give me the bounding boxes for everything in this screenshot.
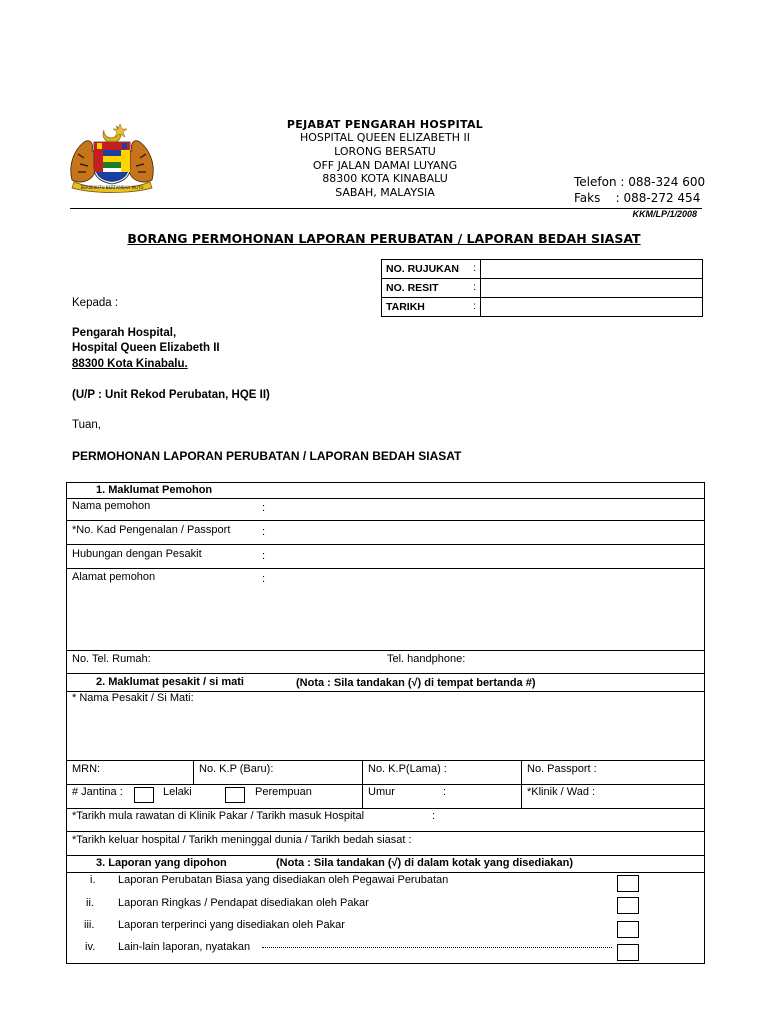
ic-new-label: No. K.P (Baru): <box>199 763 274 775</box>
male-label: Lelaki <box>163 786 192 798</box>
male-checkbox[interactable] <box>134 787 154 803</box>
ref-label: TARIKH <box>386 301 425 313</box>
report-option-checkbox[interactable] <box>617 875 639 892</box>
colon: : <box>262 502 266 514</box>
ic-old-label: No. K.P(Lama) : <box>368 763 447 775</box>
applicant-name-field[interactable] <box>270 499 700 519</box>
ic-passport-field[interactable] <box>270 521 700 541</box>
address-line-2: OFF JALAN DAMAI LUYANG <box>312 159 458 172</box>
letter-subject: PERMOHONAN LAPORAN PERUBATAN / LAPORAN BEDAH SIASAT <box>72 449 462 463</box>
address-label: Alamat pemohon <box>72 571 156 583</box>
attention-line: (U/P : Unit Rekod Perubatan, HQE II) <box>72 389 270 401</box>
fax: Faks : 088-272 454 <box>574 191 701 205</box>
section-2-note: (Nota : Sila tandakan (√) di tempat bertanda #) <box>296 677 536 689</box>
recipient-line-2: Hospital Queen Elizabeth II <box>72 342 220 354</box>
address-line-1: LORONG BERSATU <box>334 145 436 158</box>
report-option-checkbox[interactable] <box>617 921 639 938</box>
ref-label: NO. RESIT <box>386 282 439 294</box>
colon: : <box>432 810 436 822</box>
passport-label: No. Passport : <box>527 763 597 775</box>
rujukan-field[interactable] <box>481 260 703 279</box>
female-checkbox[interactable] <box>225 787 245 803</box>
report-option-checkbox[interactable] <box>617 897 639 914</box>
section-1-heading: 1. Maklumat Pemohon <box>96 484 213 496</box>
form-reference-code: KKM/LP/1/2008 <box>632 209 697 219</box>
relationship-field[interactable] <box>270 545 700 565</box>
colon: : <box>262 573 266 585</box>
section-3-note: (Nota : Sila tandakan (√) di dalam kotak yang disediakan) <box>276 857 573 869</box>
header-divider <box>70 208 702 209</box>
colon: : <box>262 526 266 538</box>
malaysia-crest-logo <box>64 120 160 194</box>
treatment-start-date-field[interactable] <box>440 809 700 831</box>
report-option-text: Laporan Perubatan Biasa yang disediakan oleh Pegawai Perubatan <box>118 874 449 886</box>
telephone: Telefon : 088-324 600 <box>574 175 706 189</box>
colon: : <box>473 300 476 312</box>
divider <box>66 673 705 674</box>
divider <box>66 872 705 873</box>
resit-field[interactable] <box>481 279 703 298</box>
other-report-field[interactable] <box>262 947 612 948</box>
ic-passport-label: *No. Kad Pengenalan / Passport <box>72 524 231 536</box>
discharge-death-date-label: *Tarikh keluar hospital / Tarikh meninggal dunia / Tarikh bedah siasat : <box>72 834 412 846</box>
report-option-text: Laporan terperinci yang disediakan oleh Pakar <box>118 919 345 931</box>
report-option-number: i. <box>90 874 96 886</box>
ref-label: NO. RUJUKAN <box>386 263 459 275</box>
colon: : <box>473 262 476 274</box>
ref-row-rujukan <box>382 260 703 279</box>
address-line-4: SABAH, MALAYSIA <box>335 186 435 199</box>
patient-name-field[interactable] <box>200 692 700 758</box>
clinic-ward-label: *Klinik / Wad : <box>527 786 596 798</box>
colon: : <box>443 786 447 798</box>
report-option-number: iii. <box>84 919 95 931</box>
address-field[interactable] <box>270 569 700 649</box>
reference-table <box>381 259 703 317</box>
female-label: Perempuan <box>255 786 312 798</box>
report-option-text: Laporan Ringkas / Pendapat disediakan oleh Pakar <box>118 897 369 909</box>
divider <box>193 760 194 784</box>
report-option-checkbox[interactable] <box>617 944 639 961</box>
tarikh-field[interactable] <box>481 298 703 317</box>
section-2-heading: 2. Maklumat pesakit / si mati <box>96 676 244 688</box>
office-title: PEJABAT PENGARAH HOSPITAL <box>286 118 484 131</box>
form-title: BORANG PERMOHONAN LAPORAN PERUBATAN / LAPORAN BEDAH SIASAT <box>127 231 641 246</box>
home-phone-label: No. Tel. Rumah: <box>72 653 151 665</box>
mrn-label: MRN: <box>72 763 101 775</box>
section-3-heading: 3. Laporan yang dipohon <box>96 857 227 869</box>
recipient-line-3: 88300 Kota Kinabalu. <box>72 358 188 370</box>
report-option-text: Lain-lain laporan, nyatakan <box>118 941 251 953</box>
gender-label: # Jantina : <box>72 786 123 798</box>
report-option-number: iv. <box>85 941 96 953</box>
divider <box>66 784 705 785</box>
report-option-number: ii. <box>86 897 94 909</box>
ref-row-tarikh <box>382 298 703 317</box>
hospital-name: HOSPITAL QUEEN ELIZABETH II <box>300 131 470 144</box>
handphone-label: Tel. handphone: <box>387 653 466 665</box>
svg-text:BERSEKUTU BERTAMBAH MUTU: BERSEKUTU BERTAMBAH MUTU <box>80 185 144 190</box>
patient-name-label: * Nama Pesakit / Si Mati: <box>72 692 194 704</box>
colon: : <box>473 281 476 293</box>
divider <box>66 650 705 651</box>
treatment-start-date-label: *Tarikh mula rawatan di Klinik Pakar / Tarikh masuk Hospital <box>72 810 365 822</box>
salutation: Tuan, <box>72 419 101 431</box>
ref-row-resit <box>382 279 703 298</box>
discharge-death-date-field[interactable] <box>440 832 700 854</box>
age-label: Umur <box>368 786 395 798</box>
relationship-label: Hubungan dengan Pesakit <box>72 548 202 560</box>
divider <box>66 760 705 761</box>
colon: : <box>262 550 266 562</box>
recipient-line-1: Pengarah Hospital, <box>72 327 177 339</box>
kepada-label: Kepada : <box>72 297 119 309</box>
applicant-name-label: Nama pemohon <box>72 500 151 512</box>
divider <box>66 855 705 856</box>
address-line-3: 88300 KOTA KINABALU <box>322 172 448 185</box>
